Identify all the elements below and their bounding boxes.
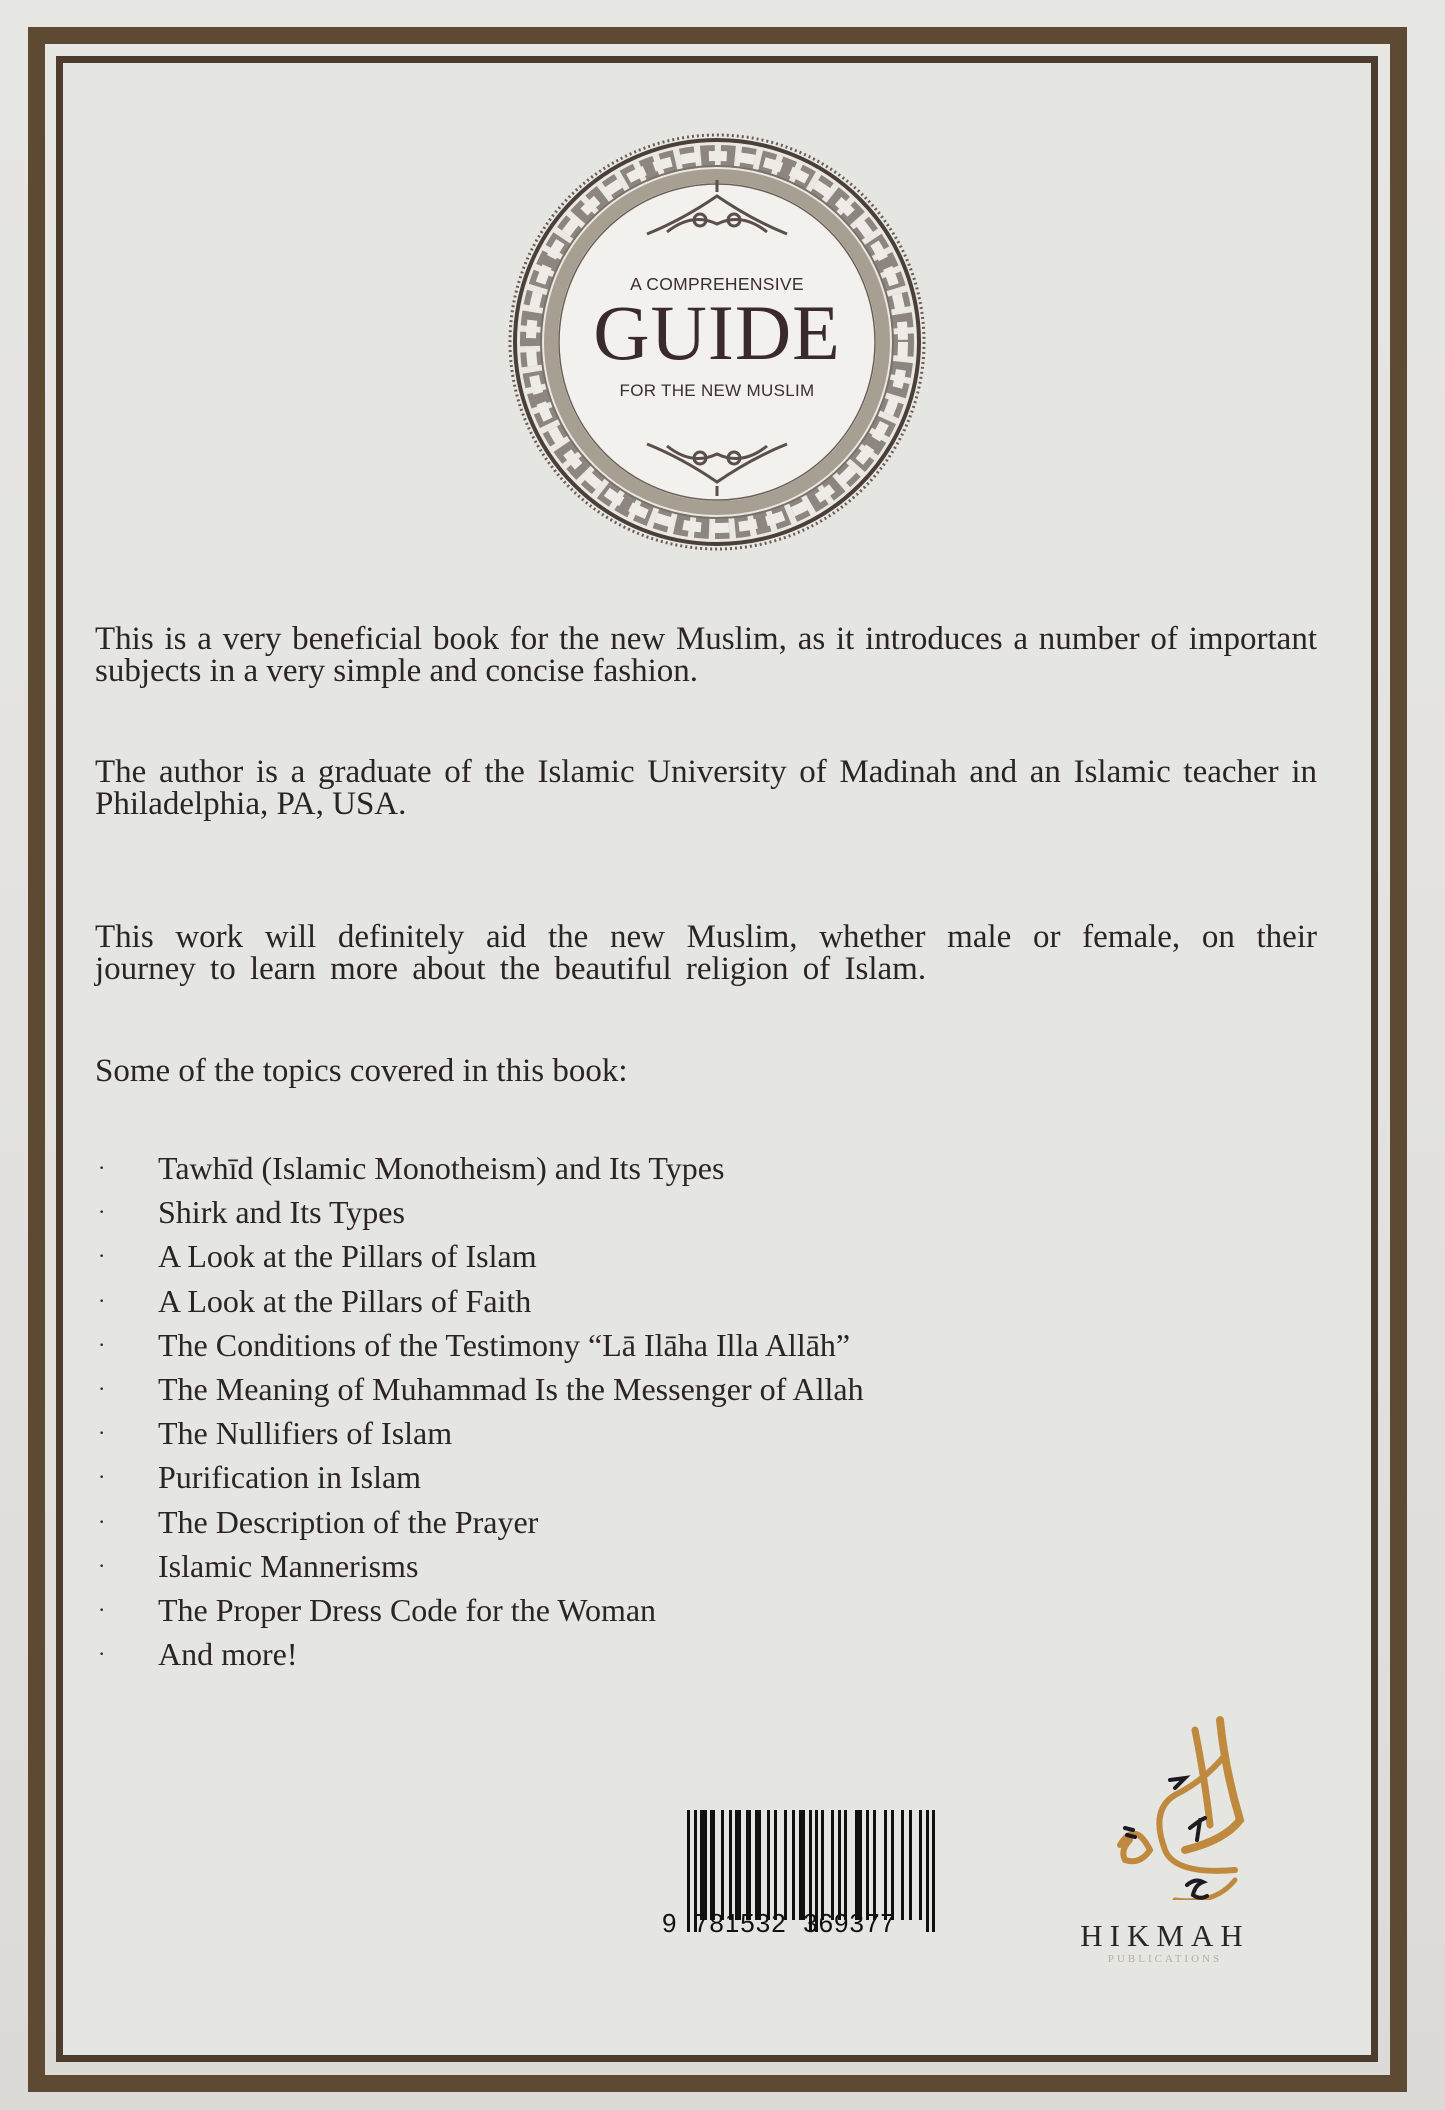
- bullet-icon: ·: [98, 1464, 106, 1490]
- bullet-icon: ·: [98, 1331, 106, 1357]
- list-item: · The Conditions of the Testimony “Lā Ilāha Illa Allāh”: [98, 1326, 851, 1363]
- author-paragraph: The author is a graduate of the Islamic University of Madinah and an Islamic teacher in Philadelphia, PA, USA.: [95, 754, 1317, 822]
- description-paragraph: This is a very beneficial book for the new Muslim, as it introduces a number of important subjects in a very simple and concise fashion.: [95, 621, 1317, 689]
- list-item: · Shirk and Its Types: [98, 1194, 405, 1231]
- bullet-icon: ·: [98, 1375, 106, 1401]
- bullet-icon: ·: [98, 1641, 106, 1667]
- list-item: · The Nullifiers of Islam: [98, 1415, 453, 1452]
- bullet-icon: ·: [98, 1287, 106, 1313]
- arabic-calligraphy-logo-icon: [1075, 1700, 1275, 1900]
- list-item: · Purification in Islam: [98, 1459, 422, 1496]
- list-item: · Tawhīd (Islamic Monotheism) and Its Types: [98, 1150, 725, 1186]
- list-item: · The Meaning of Muhammad Is the Messenger of Allah: [98, 1370, 864, 1407]
- bullet-icon: ·: [98, 1508, 106, 1534]
- list-item: · A Look at the Pillars of Faith: [98, 1282, 532, 1319]
- bullet-icon: ·: [98, 1420, 106, 1446]
- bullet-icon: ·: [98, 1596, 106, 1622]
- publisher-subtitle: PUBLICATIONS: [1107, 1953, 1223, 1965]
- topics-heading: Some of the topics covered in this book:: [95, 1053, 628, 1089]
- title-emblem: [507, 132, 927, 552]
- list-item: · Islamic Mannerisms: [98, 1547, 419, 1584]
- bullet-icon: ·: [98, 1199, 106, 1225]
- benefit-paragraph: This work will definitely aid the new Muslim, whether male or female, on their journey to learn more about the beautiful religion of Islam.: [95, 919, 1317, 987]
- list-item: · The Proper Dress Code for the Woman: [98, 1591, 657, 1628]
- emblem-subtitle-bottom: FOR THE NEW MUSLIM: [619, 381, 815, 400]
- emblem-title: GUIDE: [593, 289, 841, 376]
- list-item: · The Description of the Prayer: [98, 1503, 539, 1540]
- bullet-icon: ·: [98, 1552, 106, 1578]
- isbn-digits: 9 781532 369377: [662, 1908, 896, 1938]
- topics-list: [98, 1148, 864, 1678]
- bullet-icon: ·: [98, 1243, 106, 1269]
- list-item: · A Look at the Pillars of Islam: [98, 1238, 537, 1275]
- publisher-name: HIKMAH: [1080, 1918, 1250, 1953]
- list-item: · And more!: [98, 1636, 298, 1673]
- bullet-icon: ·: [98, 1155, 106, 1180]
- emblem-subtitle-top: A COMPREHENSIVE: [630, 274, 804, 294]
